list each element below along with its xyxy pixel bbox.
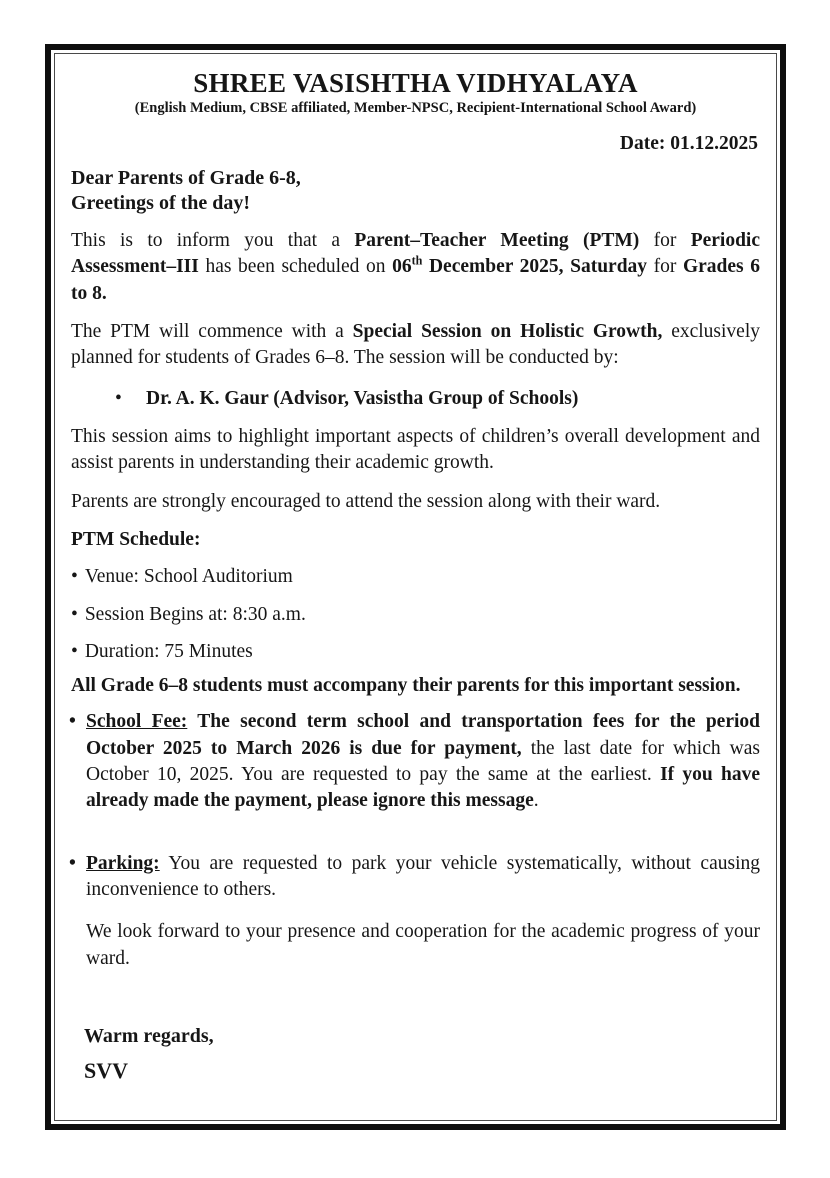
- fee-bullet-item: [71, 709, 760, 814]
- letter-date: Date: 01.12.2025: [619, 133, 758, 155]
- paragraph-encourage: Parents are strongly encouraged to attend the session along with their ward.: [71, 490, 661, 512]
- text-run: for: [639, 230, 691, 252]
- schedule-item-text: Venue: School Auditorium: [84, 566, 293, 588]
- bullet-icon: •: [71, 640, 78, 662]
- text-run: Parent–Teacher Meeting (PTM): [354, 230, 640, 252]
- text-run: Periodic Assessment–III: [71, 230, 760, 278]
- ordinal-suffix: th: [411, 253, 423, 268]
- paragraph-closing: We look forward to your presence and cooperation for the academic progress of your ward.: [86, 921, 760, 969]
- paragraph-intro: [71, 228, 760, 307]
- text-run: This is to inform you that a: [71, 230, 355, 252]
- text-run: 06: [392, 256, 412, 278]
- parking-label: Parking:: [86, 852, 160, 874]
- bullet-icon: •: [71, 603, 78, 625]
- text-run: If you have already made the payment, please ignore this message: [86, 764, 760, 812]
- text-run: for: [647, 256, 683, 278]
- bullet-icon: •: [115, 387, 122, 409]
- letter-inner-frame: [54, 53, 777, 1121]
- text-run: .: [533, 790, 539, 812]
- schedule-item-time: [71, 602, 760, 628]
- text-run: The second term school and transportation fees for the period October 2025 to March 2026 is due for payment,: [86, 711, 760, 759]
- text-run: The PTM will commence with a: [71, 321, 353, 343]
- salutation-line2: Greetings of the day!: [71, 192, 251, 215]
- bullet-icon: •: [69, 852, 76, 874]
- parking-bullet-item: [71, 851, 760, 904]
- text-run: exclusively planned for students of Grades 6–8. The session will be conducted by:: [71, 321, 761, 369]
- bullet-icon: •: [71, 566, 78, 588]
- schedule-item-text: Duration: 75 Minutes: [84, 640, 253, 662]
- letter-outer-frame: [45, 44, 786, 1130]
- school-name: SHREE VASISHTHA VIDHYALAYA: [193, 68, 638, 98]
- salutation-line1: Dear Parents of Grade 6-8,: [71, 167, 301, 190]
- signature-regards: Warm regards,: [84, 1024, 214, 1047]
- paragraph-session: [71, 319, 760, 372]
- text-run: December 2025, Saturday: [422, 256, 648, 278]
- fee-label: School Fee:: [86, 711, 188, 733]
- paragraph-aims: This session aims to highlight important aspects of children’s overall development and assist parents in understanding their academic growth.: [71, 425, 760, 474]
- text-run: the last date for which was October 10, 2025. You are requested to pay the same at the earliest.: [86, 737, 760, 786]
- schedule-item-duration: [71, 639, 760, 665]
- speaker-bullet-item: [71, 386, 760, 412]
- signature-name: SVV: [84, 1057, 129, 1083]
- text-run: Grades 6 to 8.: [71, 256, 760, 304]
- salutation: [71, 166, 760, 216]
- school-tagline: (English Medium, CBSE affiliated, Member-NPSC, Recipient-International School Award): [134, 100, 697, 117]
- schedule-item-venue: [71, 564, 760, 590]
- bullet-icon: •: [69, 711, 76, 733]
- schedule-item-text: Session Begins at: 8:30 a.m.: [84, 603, 306, 625]
- text-run: You are requested to park your vehicle systematically, without causing inconvenience to others.: [86, 852, 760, 901]
- text-run: has been scheduled on: [198, 256, 393, 278]
- paragraph-mandatory: All Grade 6–8 students must accompany their parents for this important session.: [71, 675, 741, 697]
- speaker-name: Dr. A. K. Gaur (Advisor, Vasistha Group of Schools): [146, 387, 579, 409]
- text-run: Special Session on Holistic Growth,: [352, 321, 663, 343]
- schedule-heading: PTM Schedule:: [71, 528, 201, 550]
